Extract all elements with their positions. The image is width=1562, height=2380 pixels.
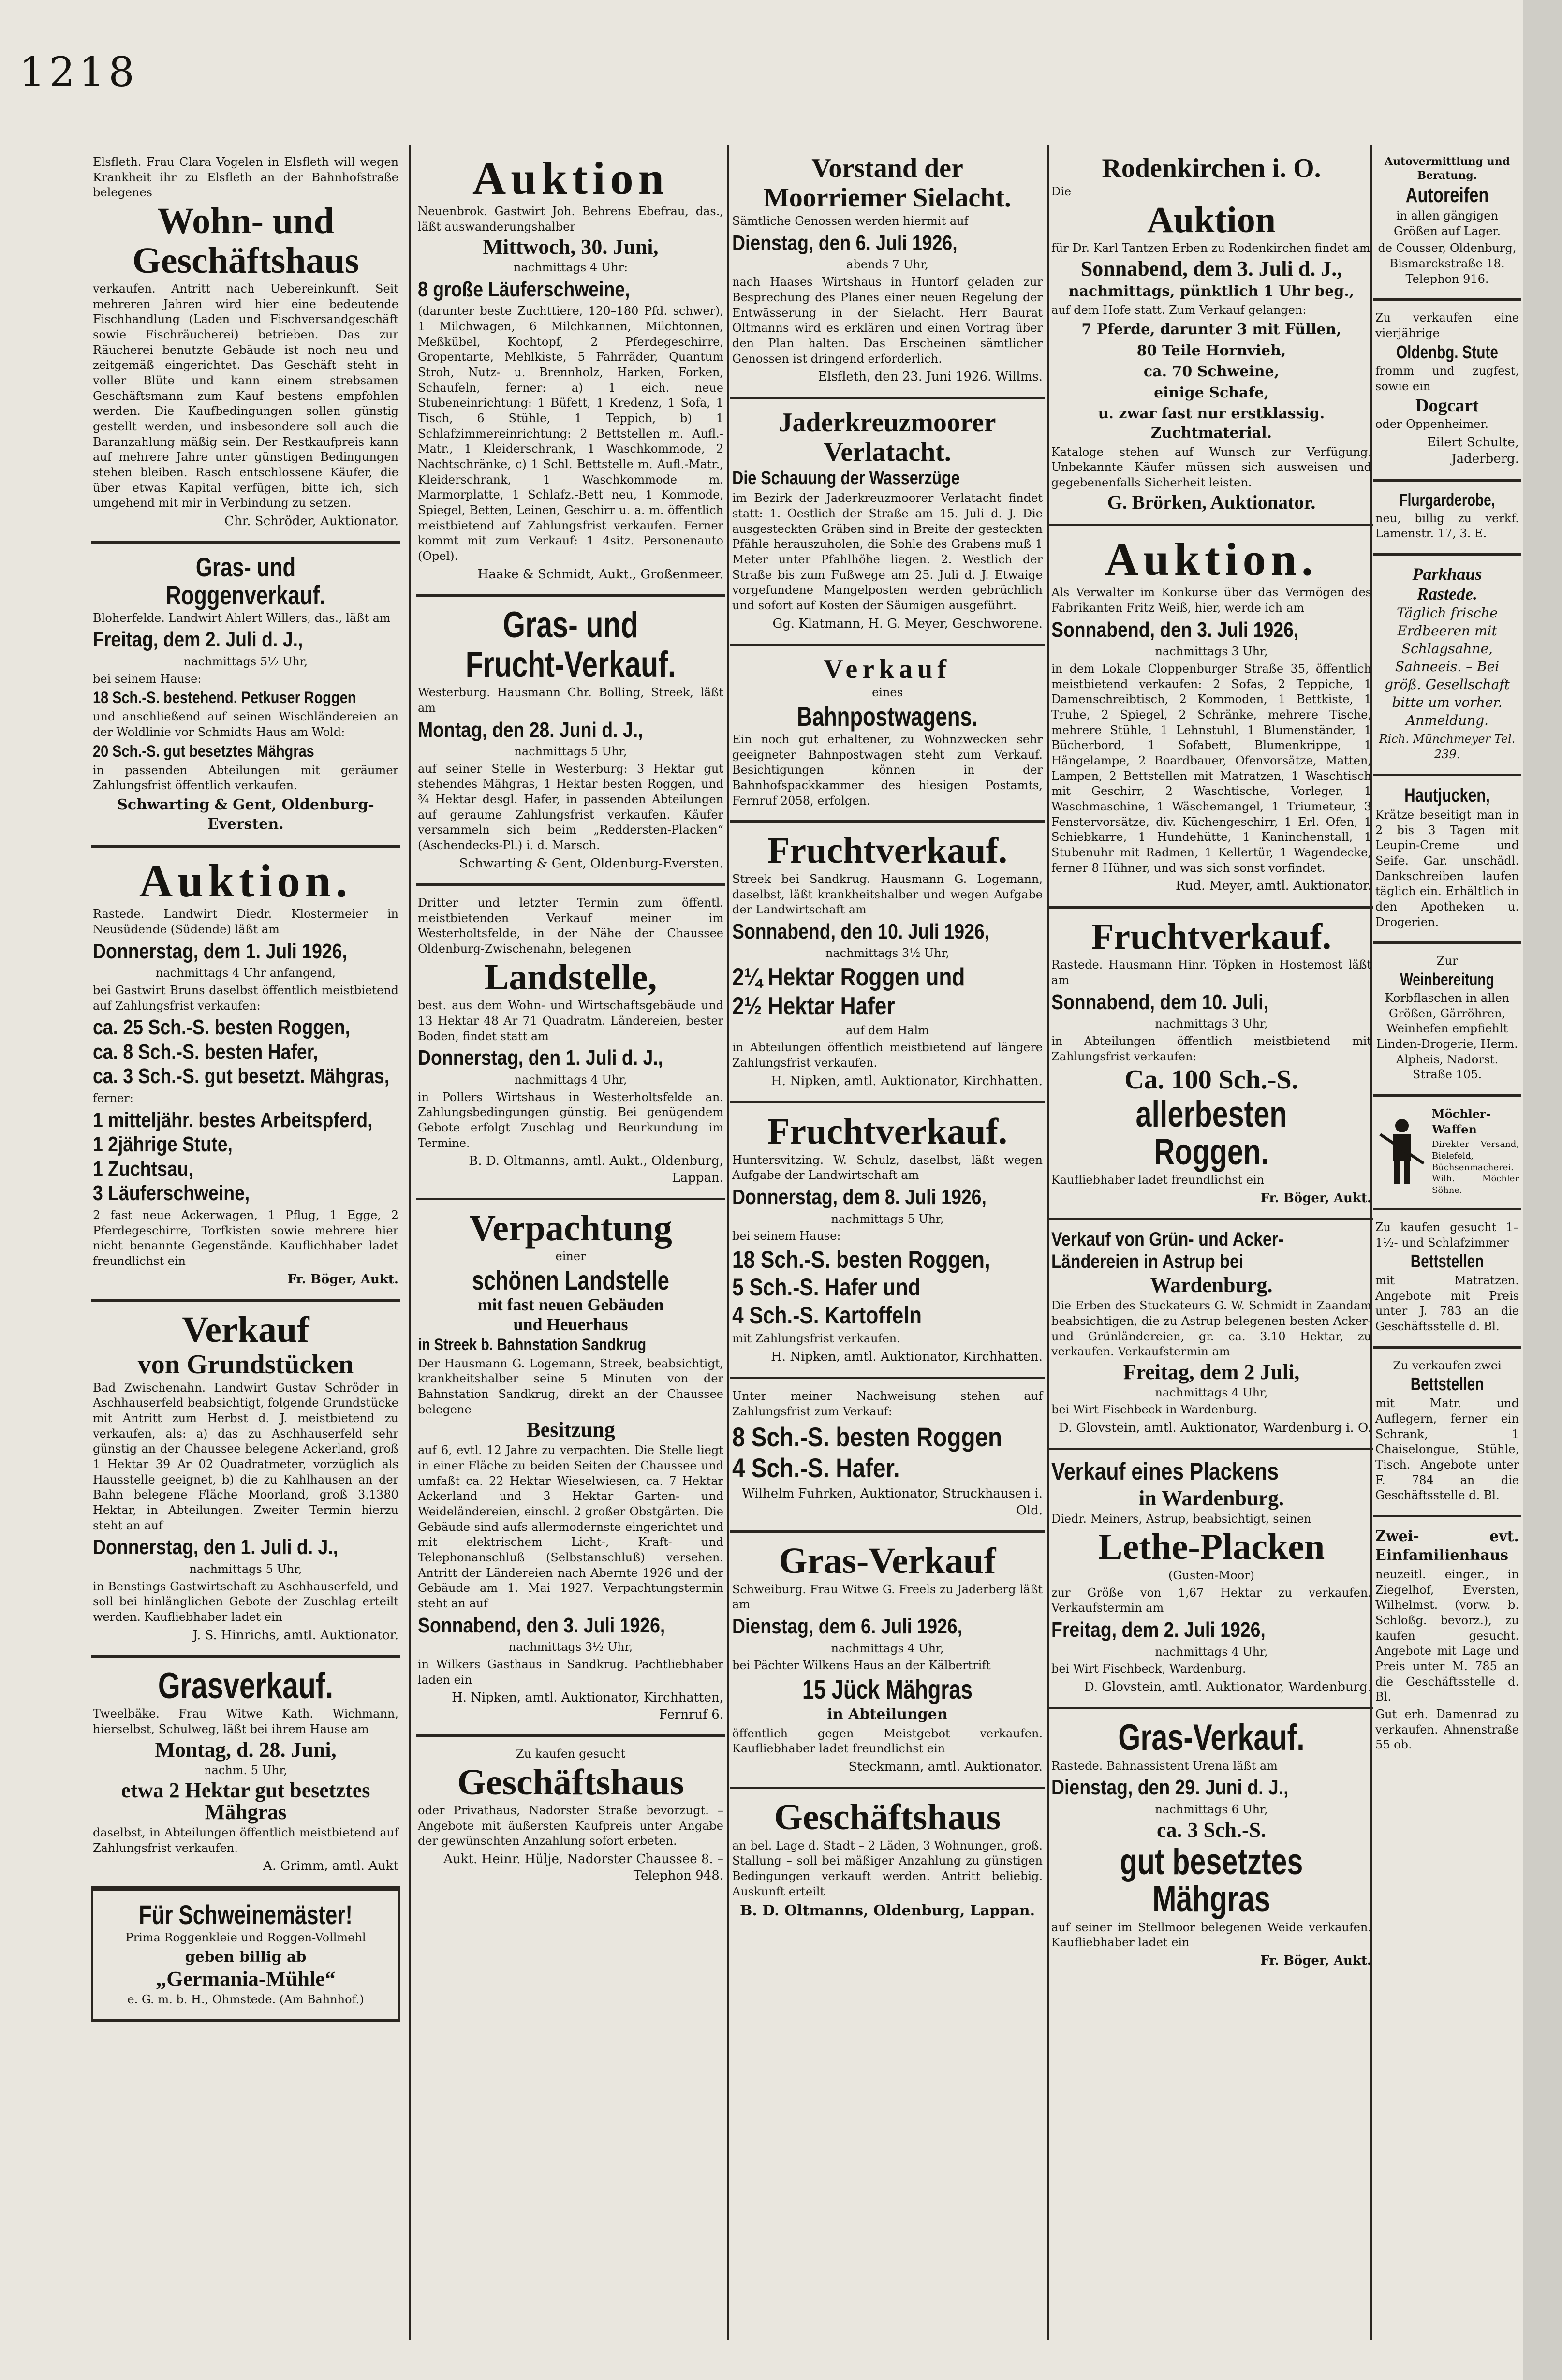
ad-title: Gras-Verkauf bbox=[779, 1541, 996, 1582]
ad-signature: A. Grimm, amtl. Aukt bbox=[263, 1859, 398, 1874]
ad-subtitle: (Gusten-Moor) bbox=[1168, 1568, 1255, 1582]
ad-item: 8 Sch.-S. besten Roggen bbox=[732, 1421, 1002, 1452]
ad-grasverkauf-tweelbaeke bbox=[91, 1658, 400, 1889]
ad-item: 1 Zuchtsau, bbox=[93, 1157, 193, 1181]
ad-body: Korbflaschen in allen Größen, Gärröhren, Weinhefen empfiehlt Linden-Drogerie, Herm. Alpheis, Nadorst. Straße 105. bbox=[1376, 991, 1518, 1082]
ad-title: Gras-Verkauf. bbox=[1118, 1717, 1305, 1759]
hunter-figure-illustration bbox=[1375, 1115, 1429, 1188]
ad-item: allerbesten Roggen. bbox=[1135, 1094, 1287, 1173]
ad-title: Verkauf eines Plackens bbox=[1051, 1458, 1279, 1485]
ad-fruchtverkauf-streek bbox=[730, 823, 1045, 1103]
ad-body: Schweiburg. Frau Witwe G. Freels zu Jaderberg läßt am bbox=[732, 1582, 1043, 1612]
ad-time: abends 7 Uhr, bbox=[846, 258, 928, 272]
ad-signature: Rud. Meyer, amtl. Auktionator. bbox=[1175, 879, 1371, 894]
ad-intro: Dritter und letzter Termin zum öffentl. meistbietenden Verkauf meiner im Westerholtsfelde, in der Nähe der Chaussee Oldenburg-Zwischenahn, belegenen bbox=[418, 896, 723, 956]
ad-title: Fruchtverkauf. bbox=[767, 1111, 1008, 1152]
ad-title: Vorstand der bbox=[811, 153, 963, 183]
ad-time: nachmittags 3½ Uhr, bbox=[508, 1640, 633, 1654]
ad-title: Geschäftshaus bbox=[457, 1762, 684, 1803]
ad-title: Gras- und bbox=[503, 604, 638, 646]
ad-item: 15 Jück Mähgras bbox=[802, 1674, 973, 1704]
ad-date: Freitag, dem 2 Juli, bbox=[1123, 1360, 1300, 1384]
ad-body: neu, billig zu verkf. Lamenstr. 17, 3. E. bbox=[1375, 511, 1519, 541]
column-rule bbox=[409, 145, 411, 2340]
ad-title: Fruchtverkauf. bbox=[767, 830, 1008, 871]
ad-body: u. zwar fast nur erstklassig. Zuchtmaterial. bbox=[1098, 405, 1325, 442]
ad-signature: Fr. Böger, Aukt. bbox=[1260, 1191, 1371, 1205]
ad-body: oder Privathaus, Nadorster Straße bevorzugt. – Angebote mit äußersten Kaufpreis unter Angabe der gewünschten Anzahlung sofort erbeten. bbox=[418, 1804, 723, 1848]
ad-title: Auktion bbox=[1147, 199, 1276, 240]
column-5 bbox=[1373, 145, 1521, 2340]
ad-item: 18 Sch.-S. besten Roggen, bbox=[732, 1246, 990, 1273]
ad-einfamilienhaus bbox=[1373, 1517, 1521, 1764]
ad-title: Verpachtung bbox=[469, 1207, 672, 1249]
ad-weinbereitung bbox=[1373, 944, 1521, 1096]
ad-signature: Fr. Böger, Aukt. bbox=[287, 1272, 398, 1287]
ad-date: Sonnabend, dem 3. Juli d. J., bbox=[1080, 256, 1342, 280]
ad-title: Hautjucken, bbox=[1404, 785, 1490, 807]
ad-laendereien-astrup bbox=[1049, 1220, 1373, 1450]
ad-body: Sämtliche Genossen werden hiermit auf bbox=[732, 214, 969, 228]
ad-parkhaus-rastede bbox=[1373, 556, 1521, 776]
ad-body: in Wilkers Gasthaus in Sandkrug. Pachtliebhaber laden ein bbox=[418, 1657, 723, 1687]
ad-date: Donnerstag, den 1. Juli d. J., bbox=[418, 1046, 663, 1070]
ad-body: mit Matr. und Auflegern, ferner ein Schrank, 1 Chaiselongue, Stühle, Tisch. Angebote unter F. 784 an die Geschäftsstelle d. Bl. bbox=[1375, 1396, 1519, 1502]
ad-time: nachmittags 4 Uhr anfangend, bbox=[155, 966, 336, 980]
ad-intro: Autovermittlung und Beratung. bbox=[1385, 155, 1510, 182]
ad-item: Ca. 100 Sch.-S. bbox=[1124, 1065, 1298, 1095]
ad-jaderkreuzmoorer bbox=[730, 399, 1045, 646]
ad-verpachtung bbox=[416, 1200, 725, 1737]
ad-title: Rastede. bbox=[1417, 584, 1477, 603]
ad-item: 20 Sch.-S. gut besetztes Mähgras bbox=[93, 742, 314, 761]
ad-body: in Abteilungen öffentlich meistbietend mit Zahlungsfrist verkaufen: bbox=[1051, 1034, 1371, 1063]
ad-signature: Aukt. Heinr. Hülje, Nadorster Chaussee 8. – Telephon 948. bbox=[443, 1852, 723, 1883]
ad-gras-roggenverkauf bbox=[91, 544, 400, 848]
ad-title: Flurgarderobe, bbox=[1399, 489, 1495, 510]
ad-item: 80 Teile Hornvieh, bbox=[1136, 342, 1286, 359]
ad-geschaeftshaus-oltmanns bbox=[730, 1789, 1045, 1932]
ad-time: nachmittags 3 Uhr, bbox=[1155, 1017, 1268, 1031]
page-number: 1218 bbox=[19, 48, 138, 96]
ad-bettstellen-verkauf bbox=[1373, 1349, 1521, 1517]
ad-body: bei Pächter Wilkens Haus an der Kälbertrift bbox=[732, 1659, 991, 1673]
ad-body: und anschließend auf seinen Wischländereien an der Woldlinie vor Schmidts Haus am Wold: bbox=[93, 710, 398, 739]
ad-gras-verkauf-rastede bbox=[1049, 1709, 1373, 1981]
ad-time: nachmittags 4 Uhr: bbox=[513, 261, 628, 275]
ad-title: Auktion bbox=[472, 152, 669, 204]
ad-time: nachmittags 5½ Uhr, bbox=[183, 654, 308, 668]
ad-body: in allen gängigen Größen auf Lager. bbox=[1394, 208, 1501, 238]
ad-title: Zwei- evt. Einfamilienhaus bbox=[1375, 1528, 1519, 1564]
ad-title: Verkauf von Grün- und Acker- bbox=[1051, 1229, 1284, 1250]
ad-body: auf seiner im Stellmoor belegenen Weide verkaufen. Kaufliebhaber ladet ein bbox=[1051, 1920, 1371, 1950]
ad-date: Donnerstag, dem 1. Juli 1926, bbox=[93, 939, 347, 963]
ad-body: Huntersvitzing. W. Schulz, daselbst, läßt wegen Aufgabe der Landwirtschaft am bbox=[732, 1153, 1043, 1182]
ad-date: Donnerstag, den 1. Juli d. J., bbox=[93, 1535, 339, 1559]
ad-title: Verlatacht. bbox=[824, 437, 951, 467]
ad-item: einige Schafe, bbox=[1154, 384, 1269, 401]
ad-item: gut besetztes Mähgras bbox=[1120, 1841, 1303, 1920]
ad-body: bei seinem Hause: bbox=[93, 672, 202, 686]
ad-item: 5 Sch.-S. Hafer und bbox=[732, 1274, 921, 1301]
ad-bahnpostwagen bbox=[730, 646, 1045, 823]
ad-title: Parkhaus bbox=[1412, 564, 1482, 584]
ad-body: bei Gastwirt Bruns daselbst öffentlich meistbietend auf Zahlungsfrist verkaufen: bbox=[93, 983, 398, 1013]
ad-body: mit Matratzen. Angebote mit Preis unter J. 783 an die Geschäftsstelle d. Bl. bbox=[1375, 1274, 1519, 1334]
ad-item: 2¼ Hektar Roggen und bbox=[732, 963, 965, 992]
ad-title: Rodenkirchen i. O. bbox=[1102, 153, 1321, 183]
ad-time: nachmittags 3 Uhr, bbox=[1155, 645, 1268, 659]
ad-nachweisung bbox=[730, 1379, 1045, 1533]
ad-body: nach Haases Wirtshaus in Huntorf geladen zur Besprechung des Planes einer neuen Regelung der Entwässerung in der Sielacht. Herr Baurat Oltmanns wird es erklären und einen Vortrag über den Plan halten. Das Erscheinen sämtlicher Genossen ist dringend erforderlich. bbox=[732, 275, 1043, 366]
ad-date: Dienstag, dem 6. Juli 1926, bbox=[732, 1614, 963, 1638]
ad-body: auf dem Hofe statt. Zum Verkauf gelangen: bbox=[1051, 303, 1307, 317]
ad-body: öffentlich gegen Meistgebot verkaufen. Kaufliebhaber ladet freundlichst ein bbox=[732, 1726, 1043, 1756]
ad-title: Auktion. bbox=[139, 855, 353, 907]
ad-item: 4 Sch.-S. Hafer. bbox=[732, 1453, 900, 1484]
ad-date: Donnerstag, dem 8. Juli 1926, bbox=[732, 1185, 987, 1209]
ad-item: 3 Läuferschweine, bbox=[93, 1181, 250, 1205]
ad-moorriemer-sielacht bbox=[730, 145, 1045, 399]
ad-signature: G. Brörken, Auktionator. bbox=[1107, 491, 1316, 513]
ad-signature: Elsfleth, den 23. Juni 1926. Willms. bbox=[818, 369, 1043, 384]
ad-verkauf-placken bbox=[1049, 1450, 1373, 1709]
ad-body: Als Verwalter im Konkurse über das Vermögen des Fabrikanten Fritz Weiß, hier, werde ich am bbox=[1051, 586, 1371, 615]
ad-autoreifen bbox=[1373, 145, 1521, 301]
ad-time: nachmittags 4 Uhr, bbox=[1155, 1385, 1268, 1399]
ad-signature: Fr. Böger, Aukt. bbox=[1260, 1953, 1371, 1968]
ad-title: und Heuerhaus bbox=[513, 1314, 628, 1334]
ad-title: schönen Landstelle bbox=[472, 1265, 669, 1296]
ad-bettstellen-gesucht bbox=[1373, 1210, 1521, 1349]
ad-signature: Gg. Klatmann, H. G. Meyer, Geschworene. bbox=[772, 616, 1043, 631]
ad-body: Neuenbrok. Gastwirt Joh. Behrens Ebefrau, das., läßt auswanderungshalber bbox=[418, 204, 723, 234]
ad-signature: H. Nipken, amtl. Auktionator, Kirchhatten. bbox=[771, 1350, 1043, 1365]
ad-date: Sonnabend, den 3. Juli 1926, bbox=[418, 1613, 665, 1637]
ad-title: Geschäftshaus bbox=[132, 240, 359, 281]
ad-body: Ein noch gut erhaltener, zu Wohnzwecken sehr geeigneter Bahnpostwagen steht zum Verkauf. Besichtigungen können in der Bahnhofspackkammer des hiesigen Postamts, Fernruf 2058, erfolgen. bbox=[732, 732, 1043, 808]
ad-body: Die Erben des Stuckateurs G. W. Schmidt in Zaandam beabsichtigen, die zu Astrup belegenen besten Acker- und Grünländereien, gr. ca. 3.10 Hektar, zu verkaufen. Verkaufstermin am bbox=[1051, 1299, 1371, 1359]
ad-intro: Zu verkaufen eine vierjährige bbox=[1375, 311, 1519, 340]
ad-item: 8 große Läuferschweine, bbox=[418, 277, 630, 301]
ad-body: Rastede. Bahnassistent Urena läßt am bbox=[1051, 1759, 1278, 1773]
ad-body: verkaufen. Antritt nach Uebereinkunft. Seit mehreren Jahren wird hier eine bedeutende Fischhandlung (Laden und Fischversandgeschäft sowie Fischräucherei) betrieben. Das zur Räucherei benutzte Gebäude ist noch neu und zeitgemäß eingerichtet. Das Geschäft steht in voller Blüte und kann einem strebsamen Geschäftsmann zum Kauf bestens empfohlen werden. Die Kaufbedingungen sollen günstig gestellt werden, und insbesondere soll auch die Baranzahlung mäßig sein. Der Restkaufpreis kann auf mehrere Jahre unter günstigen Bedingungen stehen bleiben. Rasch entschlossene Käufer, die über etwas Kapital verfügen, bitte ich, sich umgehend mit mir in Verbindung zu setzen. bbox=[93, 282, 398, 510]
ad-body: auf dem Halm bbox=[846, 1023, 929, 1037]
ad-title: Lethe-Placken bbox=[1098, 1527, 1325, 1568]
ad-body: für Dr. Karl Tantzen Erben zu Rodenkirchen findet am bbox=[1051, 241, 1370, 255]
ad-body: in Pollers Wirtshaus in Westerholtsfelde an. Zahlungsbedingungen günstig. Bei genügendem Gebote erfolgt Zuschlag und Beurkundung im Termine. bbox=[418, 1090, 723, 1150]
ad-time: nachmittags 5 Uhr, bbox=[831, 1212, 944, 1226]
ad-item: ca. 25 Sch.-S. besten Roggen, bbox=[93, 1015, 351, 1040]
ad-item: 4 Sch.-S. Kartoffeln bbox=[732, 1301, 922, 1329]
ad-title: Moorriemer Sielacht. bbox=[763, 183, 1012, 213]
ad-title: „Germania-Mühle“ bbox=[156, 1967, 336, 1991]
ad-intro: Zu verkaufen zwei bbox=[1393, 1358, 1502, 1372]
ad-auktion-rastede bbox=[91, 848, 400, 1302]
ad-item: ca. 3 Sch.-S. gut besetzt. Mähgras, bbox=[93, 1064, 390, 1088]
ad-date: Freitag, dem 2. Juli 1926, bbox=[1051, 1617, 1266, 1642]
ad-body: Bloherfelde. Landwirt Ahlert Willers, das., läßt am bbox=[93, 611, 391, 625]
ad-title: Landstelle, bbox=[484, 956, 657, 998]
ad-title: Geschäftshaus bbox=[774, 1797, 1001, 1838]
ad-body: Der Hausmann G. Logemann, Streek, beabsichtigt, krankheitshalber seine 5 Minuten von der Bahnstation Sandkrug, direkt an der Chaussee belegene bbox=[418, 1356, 723, 1416]
ad-body: Rastede. Hausmann Hinr. Töpken in Hostemost läßt am bbox=[1051, 958, 1371, 987]
ad-body: im Bezirk der Jaderkreuzmoorer Verlatacht findet statt: 1. Oestlich der Straße am 15. Juli d. J. Die ausgesteckten Gräben sind in Breite der gesteckten Pfähle herauszuholen, die Sohle des Grabens muß 1 Meter unter Pfahlhöhe liegen. 2. Westlich der Straße bis zum Fußwege am 25. Juli d. J. Etwaige vorgefundene Mangelposten werden gebrüchlich und sofort auf Kosten der Säumigen ausgeführt. bbox=[732, 491, 1043, 613]
ad-title: in Streek b. Bahnstation Sandkrug bbox=[418, 1335, 647, 1354]
ad-signature: B. D. Oltmanns, amtl. Aukt., Oldenburg, Lappan. bbox=[469, 1154, 723, 1185]
ad-signature: D. Glovstein, amtl. Auktionator, Wardenburg. bbox=[1084, 1679, 1371, 1694]
ad-body: Tweelbäke. Frau Witwe Kath. Wichmann, hierselbst, Schulweg, läßt bei ihrem Hause am bbox=[93, 1707, 398, 1736]
ad-body: neuzeitl. einger., in Ziegelhof, Eversten, Wilhelmst. (vorw. b. Schloßg. bevorz.), zu kaufen gesucht. Angebote mit Lage und Preis unter M. 785 an die Geschäftsstelle d. Bl. bbox=[1375, 1568, 1519, 1704]
ad-body: bei seinem Hause: bbox=[732, 1229, 841, 1243]
ad-body: Prima Roggenkleie und Roggen-Vollmehl bbox=[125, 1930, 366, 1944]
ad-hautjucken bbox=[1373, 776, 1521, 944]
ad-auktion-konkurs bbox=[1049, 526, 1373, 908]
ad-signature: Haake & Schmidt, Aukt., Großenmeer. bbox=[477, 567, 723, 582]
ad-title: Wohn- und bbox=[157, 201, 334, 242]
column-rule bbox=[727, 145, 729, 2340]
ad-signature: Schwarting & Gent, Oldenburg-Eversten. bbox=[117, 796, 374, 833]
ad-body: in Benstings Gastwirtschaft zu Aschhauserfeld, und soll bei hinlänglichen Gebote der Zuschlag erteilt werden. Kaufliebhaber ladet ein bbox=[93, 1579, 398, 1624]
ad-signature: B. D. Oltmanns, Oldenburg, Lappan. bbox=[739, 1902, 1035, 1920]
ad-intro: Unter meiner Nachweisung stehen auf Zahlungsfrist zum Verkauf: bbox=[732, 1389, 1043, 1419]
ad-time: nachmittags 4 Uhr, bbox=[1155, 1645, 1268, 1659]
ad-title: Weinbereitung bbox=[1400, 970, 1494, 990]
ad-body: Täglich frische Erdbeeren mit Schlagsahne, Sahneeis. – Bei größ. Gesellschaft bitte um vorher. Anmeldung. bbox=[1385, 605, 1510, 728]
ad-body: Direkter Versand, Bielefeld, Büchsenmacherei. Wilh. Möchler Söhne. bbox=[1432, 1139, 1519, 1196]
ad-signature: D. Glovstein, amtl. Auktionator, Wardenburg i. O. bbox=[1058, 1421, 1371, 1436]
ad-title: Autoreifen bbox=[1405, 183, 1489, 207]
ad-body: best. aus dem Wohn- und Wirtschaftsgebäude und 13 Hektar 48 Ar 71 Quadratm. Ländereien, bester Boden, findet statt am bbox=[418, 999, 723, 1043]
ad-body: Westerburg. Hausmann Chr. Bolling, Streek, läßt am bbox=[418, 686, 723, 715]
ad-verkauf-grundstuecke bbox=[91, 1302, 400, 1658]
ad-title: mit fast neuen Gebäuden bbox=[477, 1295, 664, 1315]
ad-title: Ländereien in Astrup bei bbox=[1051, 1251, 1244, 1273]
ad-signature: Eilert Schulte, Jaderberg. bbox=[1427, 435, 1519, 467]
ad-title: Frucht-Verkauf. bbox=[465, 644, 676, 685]
ad-body: an bel. Lage d. Stadt – 2 Läden, 3 Wohnungen, groß. Stallung – soll bei mäßiger Anzahlung zu günstigen Bedingungen verkauft werden. Antritt beliebig. Auskunft erteilt bbox=[732, 1838, 1043, 1898]
ad-body: in passenden Abteilungen mit geräumer Zahlungsfrist öffentlich verkaufen. bbox=[93, 763, 398, 793]
ad-body: ferner: bbox=[93, 1091, 133, 1105]
ad-intro: Zu kaufen gesucht bbox=[516, 1747, 626, 1761]
ad-title: Gras- und Roggenverkauf. bbox=[165, 552, 326, 610]
column-3 bbox=[730, 145, 1045, 2340]
ad-gras-verkauf-schweiburg bbox=[730, 1533, 1045, 1789]
ad-item: 1 2jährige Stute, bbox=[93, 1132, 233, 1157]
ad-moechler-waffen bbox=[1373, 1097, 1521, 1210]
ad-time: nachmittags 3½ Uhr, bbox=[825, 946, 950, 960]
ad-date: Sonnabend, den 10. Juli 1926, bbox=[732, 919, 990, 943]
ad-item: ca. 3 Sch.-S. bbox=[1156, 1818, 1267, 1842]
ad-body: Rastede. Landwirt Diedr. Klostermeier in Neusüdende (Südende) läßt am bbox=[93, 907, 398, 936]
ad-title: Fruchtverkauf. bbox=[1091, 916, 1332, 957]
ad-geschaeftshaus-gesucht bbox=[416, 1737, 725, 1896]
ad-signature: H. Nipken, amtl. Auktionator, Kirchhatten, Fernruf 6. bbox=[452, 1690, 723, 1722]
ad-signature: Schwarting & Gent, Oldenburg-Eversten. bbox=[459, 856, 723, 871]
ad-flurgarderobe bbox=[1373, 482, 1521, 556]
ad-title: Oldenbg. Stute bbox=[1396, 342, 1498, 363]
ad-date: Dienstag, den 6. Juli 1926, bbox=[732, 231, 958, 255]
ad-date: Sonnabend, den 3. Juli 1926, bbox=[1051, 617, 1299, 642]
ad-body: Streek bei Sandkrug. Hausmann G. Logemann, daselbst, läßt krankheitshalber und wegen Aufgabe der Landwirtschaft am bbox=[732, 872, 1043, 917]
ad-time: nachmittags 4 Uhr, bbox=[514, 1072, 627, 1087]
ad-fruchtverkauf-huntersvitzing bbox=[730, 1103, 1045, 1379]
ad-body: bei Wirt Fischbeck in Wardenburg. bbox=[1051, 1403, 1257, 1417]
ad-item: etwa 2 Hektar gut besetztes Mähgras bbox=[121, 1778, 370, 1824]
ad-gras-frucht-verkauf bbox=[416, 597, 725, 886]
ad-body: mit Zahlungsfrist verkaufen. bbox=[732, 1332, 900, 1346]
ad-time: nachmittags 6 Uhr, bbox=[1155, 1803, 1268, 1817]
ad-title: Verkauf bbox=[182, 1309, 309, 1351]
ad-signature: H. Nipken, amtl. Auktionator, Kirchhatten. bbox=[771, 1073, 1043, 1088]
ad-title: Möchler-Waffen bbox=[1432, 1106, 1491, 1136]
ad-time: nachmittags 4 Uhr, bbox=[831, 1641, 944, 1655]
ad-title: eines bbox=[872, 686, 903, 700]
ad-body: Gut erh. Damenrad zu verkaufen. Ahnenstraße 55 ob. bbox=[1375, 1707, 1519, 1752]
ad-body: auf seiner Stelle in Westerburg: 3 Hektar gut stehendes Mähgras, 1 Hektar besten Roggen, und ¾ Hektar desgl. Hafer, in passenden Abteilungen auf geraume Zahlungsfrist verkaufen. Käufer versammeln sich beim „Reddersten-Placken“ (Aschendecks-Pl.) i. d. Marsch. bbox=[418, 762, 723, 852]
column-2 bbox=[416, 145, 725, 2340]
ad-stute-dogcart bbox=[1373, 301, 1521, 481]
ad-title: Wardenburg. bbox=[1150, 1273, 1273, 1297]
ad-intro: Zur bbox=[1436, 954, 1458, 968]
ad-body: Die bbox=[1051, 185, 1072, 199]
ad-body: auf 6, evtl. 12 Jahre zu verpachten. Die Stelle liegt in einer Fläche zu beiden Seiten der Chaussee und umfaßt ca. 22 Hektar Wieselwiesen, ca. 7 Hektar Ackerland und 3 Hektar Garten- und Weideländereien, einschl. 2 großer Obstgärten. Die Gebäude sind aufs allermodernste eingerichtet und mit elektrischem Licht-, Kraft- und Telephonanschluß (Selbstanschluß) versehen. Antritt der Ländereien nach Aberntе 1926 und der Gebäude am 1. Mai 1927. Verpachtungstermin steht an auf bbox=[418, 1443, 723, 1611]
ad-signature: Wilhelm Fuhrken, Auktionator, Struckhausen i. Old. bbox=[742, 1486, 1043, 1518]
ad-time: nachmittags, pünktlich 1 Uhr beg., bbox=[1068, 282, 1355, 300]
ad-subtitle: in Abteilungen bbox=[827, 1706, 948, 1723]
ad-title: Verkauf bbox=[824, 654, 951, 685]
ad-wohn-geschaeftshaus bbox=[91, 145, 400, 544]
ad-body: in Abteilungen öffentlich meistbietend auf längere Zahlungsfrist verkaufen. bbox=[732, 1041, 1043, 1070]
ad-intro: Elsfleth. Frau Clara Vogelen in Elsfleth will wegen Krankheit ihr zu Elsfleth an der Bahnhofstraße belegenes bbox=[93, 155, 398, 200]
ad-germania-muehle bbox=[91, 1889, 400, 2022]
ad-title: einer bbox=[555, 1249, 586, 1263]
ad-auktion-neuenbrok bbox=[416, 145, 725, 597]
ad-body: Diedr. Meiners, Astrup, beabsichtigt, seinen bbox=[1051, 1512, 1311, 1526]
ad-title: Auktion. bbox=[1105, 533, 1318, 586]
ad-body: oder Oppenheimer. bbox=[1375, 417, 1488, 431]
ad-title: Die Schauung der Wasserzüge bbox=[732, 468, 960, 488]
ad-subtitle: Besitzung bbox=[526, 1418, 615, 1442]
column-rule bbox=[1047, 145, 1049, 2340]
ad-body: Kataloge stehen auf Wunsch zur Verfügung. Unbekannte Käufer müssen sich ausweisen und gegebenenfalls Sicherheit leisten. bbox=[1051, 445, 1371, 490]
ad-signature: Chr. Schröder, Auktionator. bbox=[224, 514, 398, 529]
ad-title: Dogcart bbox=[1415, 395, 1479, 416]
ad-title: in Wardenburg. bbox=[1139, 1486, 1284, 1510]
ad-time: nachmittags 5 Uhr, bbox=[514, 745, 627, 759]
ad-rodenkirchen-auktion bbox=[1049, 145, 1373, 526]
ad-date: Freitag, dem 2. Juli d. J., bbox=[93, 628, 303, 652]
ad-body: daselbst, in Abteilungen öffentlich meistbietend auf Zahlungsfrist verkaufen. bbox=[93, 1826, 398, 1855]
ad-date: Dienstag, den 29. Juni d. J., bbox=[1051, 1776, 1289, 1800]
ad-item: ca. 8 Sch.-S. besten Hafer, bbox=[93, 1040, 318, 1064]
ad-time: nachm. 5 Uhr, bbox=[204, 1763, 287, 1777]
ad-intro: Zu kaufen gesucht 1–1½- und Schlafzimmer bbox=[1375, 1220, 1519, 1249]
ad-title: Jaderkreuzmoorer bbox=[779, 407, 996, 438]
column-4 bbox=[1049, 145, 1373, 2340]
ad-body: geben billig ab bbox=[185, 1948, 307, 1966]
ad-title: von Grundstücken bbox=[137, 1349, 354, 1380]
ad-item: 1 mitteljähr. bestes Arbeitspferd, bbox=[93, 1108, 373, 1132]
ad-body: bei Wirt Fischbeck, Wardenburg. bbox=[1051, 1662, 1246, 1676]
ad-body: (darunter beste Zuchttiere, 120–180 Pfd. schwer), 1 Milchwagen, 6 Milchkannen, Milchtonnen, Meßkübel, Kochtopf, 2 Pferdegeschirre, Gropentarte, Mehlkiste, 5 Fahrräder, Quantum Stroh, Nutz- u. Brennholz, Harken, Forken, Schaufeln, ferner: a) 1 eich. neue Stubeneinrichtung: 1 Büfett, 1 Kredenz, 1 Sofa, 1 Tisch, 6 Stühle, 1 Teppich, b) 1 Schlafzimmereinrichtung: 2 Bettstellen m. Aufl.-Matr., 1 Kleiderschrank, 1 Waschkommode, 2 Nachtschränke, c) 1 Schl. Bettstelle m. Aufl.-Matr., Kleiderschrank, 1 Waschkommode m. Marmorplatte, 1 Schlafz.-Bett neu, 1 Kommode, Spiegel, Betten, Leinen, Geschirr u. a. m. öffentlich meistbietend auf Zahlungsfrist verkaufen. Ferner kommt mit zum Verkauf: 1 4sitz. Personenauto (Opel). bbox=[418, 304, 723, 563]
ad-body: Krätze beseitigt man in 2 bis 3 Tagen mit Leupin-Creme und Seife. Gar. unschädl. Dankschreiben laufen täglich ein. Erhältlich in den Apotheken u. Drogerien. bbox=[1375, 808, 1519, 929]
ad-signature: Rich. Münchmeyer Tel. 239. bbox=[1379, 732, 1516, 761]
ad-body: zur Größe von 1,67 Hektar zu verkaufen. Verkaufstermin am bbox=[1051, 1586, 1371, 1615]
ad-date: Sonnabend, dem 10. Juli, bbox=[1051, 990, 1268, 1014]
ad-signature: de Cousser, Oldenburg, Bismarckstraße 18. Telephon 916. bbox=[1378, 241, 1517, 286]
ad-fruchtverkauf-rastede bbox=[1049, 909, 1373, 1221]
ad-item: 18 Sch.-S. bestehend. Petkuser Roggen bbox=[93, 689, 356, 707]
ad-title: Für Schweinemäster! bbox=[139, 1899, 353, 1930]
ad-date: Mittwoch, 30. Juni, bbox=[483, 235, 659, 259]
ad-title: Grasverkauf. bbox=[158, 1665, 334, 1706]
ad-body: in dem Lokale Cloppenburger Straße 35, öffentlich meistbietend verkaufen: 2 Sofas, 2 Teppiche, 1 Damenschreibtisch, 2 Kommoden, 1 Bettkiste, 1 Truhe, 2 Spiegel, 2 Schränke, mehrere Tische, mehrere Stühle, 1 Lehnstuhl, 1 Blumenständer, 1 Bücherbord, 1 Sofabett, Blumenkrippe, 1 Hängelampe, 2 Boardbauer, Ofenvorsätze, Matten, Lampen, 2 Bettstellen mit Matratzen, 1 Waschtisch mit Geschirr, 2 Waschtische, Vorleger, 1 Waschmaschine, 1 Wäschemangel, 1 Triumeteur, 3 Fenstervorsätze, div. Küchengeschirr, 1 Erl. Ofen, 1 Schiebkarre, 1 Hundehütte, 1 Kaninchenstall, 1 Stubenuhr mit Radmen, 1 Kellertür, 1 Wagendecke, ferner 8 Hühner, und was sich sonst vorfindet. bbox=[1051, 662, 1371, 875]
ad-item: 7 Pferde, darunter 3 mit Füllen, bbox=[1081, 321, 1341, 338]
scan-edge bbox=[1523, 0, 1562, 2380]
ad-signature: Steckmann, amtl. Auktionator. bbox=[848, 1759, 1043, 1774]
ad-body: Kaufliebhaber ladet freundlichst ein bbox=[1051, 1173, 1265, 1187]
ad-body: 2 fast neue Ackerwagen, 1 Pflug, 1 Egge, 2 Pferdegeschirre, Torfkisten sowie mehrere hier nicht benannte Gegenstände. Kauflichhaber ladet freundlichst ein bbox=[93, 1208, 398, 1268]
ad-time: nachmittags 5 Uhr, bbox=[189, 1562, 302, 1576]
ad-title: Bettstellen bbox=[1410, 1374, 1484, 1395]
ad-item: ca. 70 Schweine, bbox=[1143, 363, 1280, 381]
ad-title: Bahnpostwagens. bbox=[797, 701, 978, 732]
ad-item: 2½ Hektar Hafer bbox=[732, 992, 895, 1020]
ad-landstelle bbox=[416, 886, 725, 1200]
ad-body: Bad Zwischenahn. Landwirt Gustav Schröder in Aschhauserfeld beabsichtigt, folgende Grundstücke mit Antritt zum Herbst d. J. meistbietend zu verkaufen, als: a) das zu Aschhauserfeld sehr günstig an der Chaussee belegene Ackerland, groß 1 Hektar 39 Ar 02 Quadratmeter, vorzüglich als Hausstelle geeignet, b) die zu Kahlhausen an der Bahn belegene Fläche Moorland, groß 3.1380 Hektar, in Abteilungen. Zweiter Termin hierzu steht an auf bbox=[93, 1381, 398, 1532]
ad-signature: e. G. m. b. H., Ohmstede. (Am Bahnhof.) bbox=[127, 1993, 364, 2007]
ad-body: fromm und zugfest, sowie ein bbox=[1375, 364, 1519, 394]
ad-date: Montag, d. 28. Juni, bbox=[155, 1737, 337, 1762]
ad-date: Montag, den 28. Juni d. J., bbox=[418, 718, 643, 742]
ad-signature: J. S. Hinrichs, amtl. Auktionator. bbox=[192, 1628, 398, 1643]
ad-title: Bettstellen bbox=[1410, 1251, 1484, 1272]
column-1 bbox=[91, 145, 400, 2340]
